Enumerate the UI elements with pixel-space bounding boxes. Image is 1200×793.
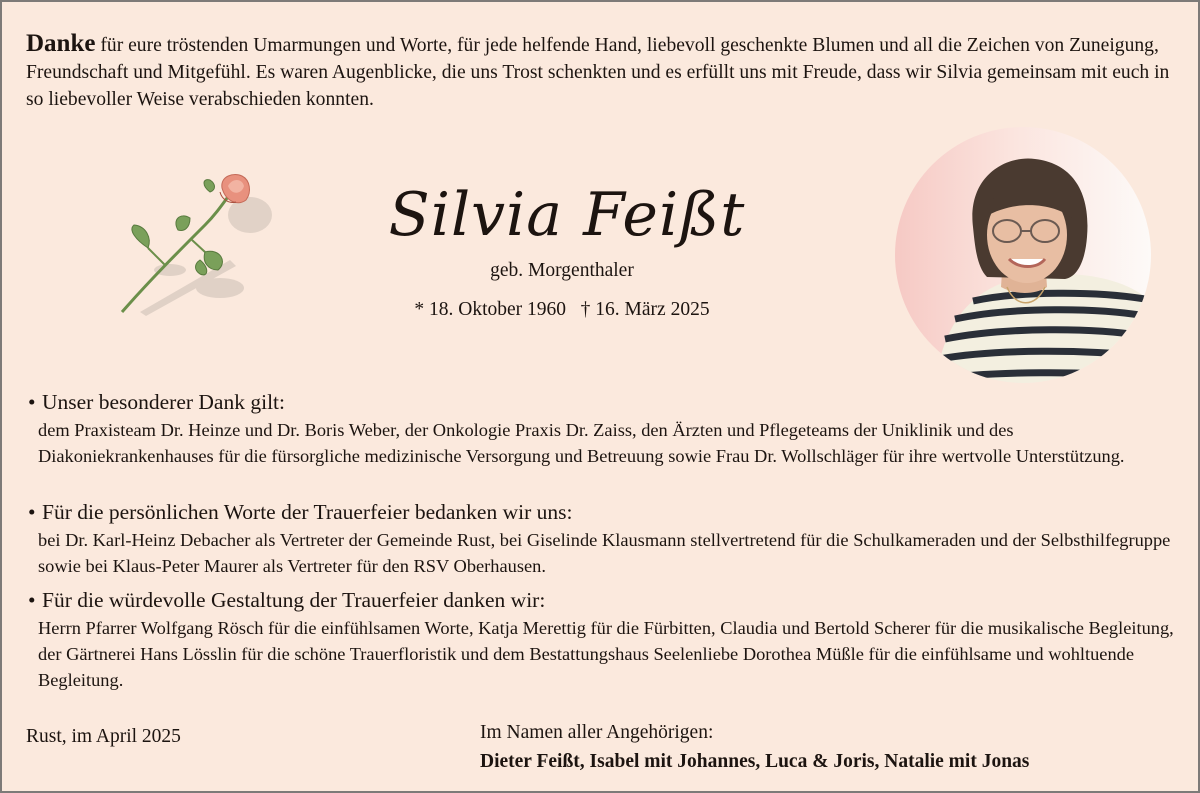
section-heading (28, 498, 1188, 526)
section-heading-text: Für die würdevolle Gestaltung der Trauerfeier danken wir: (42, 588, 546, 612)
intro-text: für eure tröstenden Umarmungen und Worte, für jede helfende Hand, liebevoll geschenkte Blumen und all die Zeichen von Zuneigung, Freundschaft und Mitgefühl. Es waren Augenblicke, die uns Trost schenkten und es erfüllt uns mit Freude, dass wir Silvia gemeinsam mit euch in so liebevoller Weise verabschieden konnten. (26, 35, 1170, 110)
section-body: dem Praxisteam Dr. Heinze und Dr. Boris Weber, der Onkologie Praxis Dr. Zaiss, den Ärzten und Pflegeteams der Uniklinik und des Diakoniekrankenhauses für die fürsorgliche medizinische Versorgung und Betreuung sowie Frau Dr. Wollschläger für ihre wertvolle Unterstützung. (38, 420, 1125, 466)
intro-lead-word: Danke (26, 30, 96, 57)
section-body: Herrn Pfarrer Wolfgang Rösch für die einfühlsamen Worte, Katja Merettig für die Fürbitten, Claudia und Bertold Scherer für die musikalische Begleitung, der Gärtnerei Hans Lösslin für die schöne Trauerfloristik und dem Bestattungshaus Seelenliebe Dorothea Müßle für die einfühlsame und wohltuende Begleitung. (38, 618, 1174, 690)
bullet-icon: • (28, 390, 36, 414)
rose-bloom (220, 175, 249, 203)
signature-names: Dieter Feißt, Isabel mit Johannes, Luca & Joris, Natalie mit Jonas (480, 751, 1030, 772)
thanks-section-speeches (28, 498, 1188, 579)
deceased-name: Silvia Feißt (388, 180, 746, 250)
thanks-section-ceremony (28, 586, 1188, 693)
rose-illustration (110, 170, 280, 318)
section-heading (28, 388, 1188, 416)
bullet-icon: • (28, 588, 36, 612)
portrait-photo (895, 127, 1151, 383)
section-heading-text: Unser besonderer Dank gilt: (42, 390, 285, 414)
section-heading (28, 586, 1188, 614)
life-dates: * 18. Oktober 1960 † 16. März 2025 (414, 299, 710, 320)
thanks-section-medical (28, 388, 1188, 469)
intro-paragraph (26, 30, 1186, 113)
section-body: bei Dr. Karl-Heinz Debacher als Vertreter der Gemeinde Rust, bei Giselinde Klausmann stellvertretend für die Schulkameraden und der Selbsthilfegruppe sowie bei Klaus-Peter Maurer als Vertreter für den RSV Oberhausen. (38, 530, 1171, 576)
birth-name: geb. Morgenthaler (490, 260, 634, 281)
section-heading-text: Für die persönlichen Worte der Trauerfeier bedanken wir uns: (42, 500, 573, 524)
place-date: Rust, im April 2025 (26, 726, 181, 747)
signature-intro: Im Namen aller Angehörigen: (480, 722, 714, 743)
bullet-icon: • (28, 500, 36, 524)
rose-leaves (132, 180, 222, 275)
